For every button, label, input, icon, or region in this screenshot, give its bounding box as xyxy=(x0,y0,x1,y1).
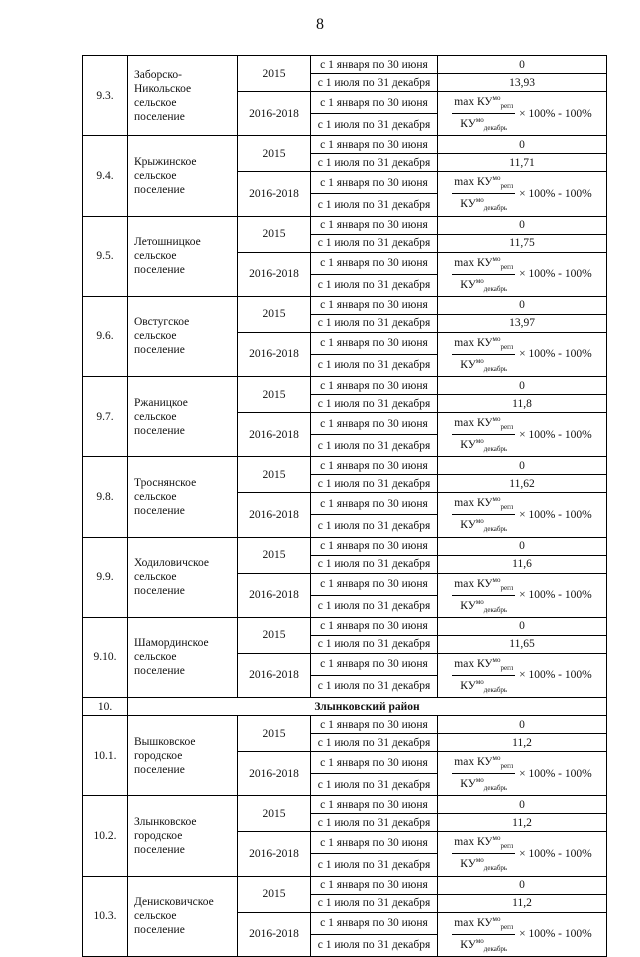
formula-den-sup: мо xyxy=(475,356,484,365)
settlement-name-line: поселение xyxy=(134,264,185,277)
settlement-name-line: Вышковское xyxy=(134,735,196,748)
year-cell: 2015 xyxy=(238,796,311,832)
district-row xyxy=(83,698,607,716)
settlement-name-line: поселение xyxy=(134,183,185,196)
settlement-name xyxy=(128,876,238,956)
formula-numerator xyxy=(452,913,515,935)
formula-rest: × 100% - 100% xyxy=(519,187,592,200)
settlement-name-line: Заборско- xyxy=(134,68,182,81)
period-second-half: с 1 июля по 31 декабря xyxy=(311,435,438,457)
formula-sup: мо xyxy=(492,754,501,762)
formula-sub-bottom: декабрь xyxy=(483,124,508,133)
year-range-cell: 2016-2018 xyxy=(238,92,311,136)
settlement-name-line: сельское xyxy=(134,96,177,109)
formula-den-sup: мо xyxy=(475,856,484,865)
year-cell: 2015 xyxy=(238,457,311,493)
value-first-half: 0 xyxy=(438,457,607,475)
year-range-cell: 2016-2018 xyxy=(238,413,311,457)
tariff-formula xyxy=(438,832,607,876)
table-row xyxy=(83,796,607,814)
formula-denominator xyxy=(452,515,515,536)
value-second-half: 11,2 xyxy=(438,734,607,752)
tariff-formula xyxy=(438,332,607,376)
period-second-half: с 1 июля по 31 декабря xyxy=(311,555,438,573)
formula-rest: × 100% - 100% xyxy=(519,928,592,941)
row-number: 9.8. xyxy=(83,457,128,537)
period-first-half: с 1 января по 30 июня xyxy=(311,876,438,894)
formula-sub-top: регл xyxy=(500,423,514,432)
formula-sup: мо xyxy=(492,254,501,263)
period-second-half: с 1 июля по 31 декабря xyxy=(311,934,438,956)
settlement-name-line: Шамординское xyxy=(134,637,209,650)
settlement-name-line: Овстугское xyxy=(134,316,190,329)
formula-sub-bottom: декабрь xyxy=(483,686,508,694)
settlement-name xyxy=(128,216,238,296)
period-second-half: с 1 июля по 31 декабря xyxy=(311,114,438,136)
tariff-formula xyxy=(438,493,607,537)
period-second-half: с 1 июля по 31 декабря xyxy=(311,234,438,252)
period-first-half: с 1 января по 30 июня xyxy=(311,752,438,774)
value-second-half: 11,71 xyxy=(438,154,607,172)
period-second-half: с 1 июля по 31 декабря xyxy=(311,515,438,537)
tariff-formula xyxy=(438,573,607,617)
formula-rest: × 100% - 100% xyxy=(519,268,592,281)
year-range-cell: 2016-2018 xyxy=(238,752,311,796)
value-first-half: 0 xyxy=(438,296,607,314)
table-row xyxy=(83,296,607,314)
year-range-cell: 2016-2018 xyxy=(238,832,311,876)
formula-denominator xyxy=(452,275,515,296)
period-second-half: с 1 июля по 31 декабря xyxy=(311,814,438,832)
formula-max-label: max КУ xyxy=(454,577,493,590)
formula-den-sup: мо xyxy=(475,776,484,785)
settlement-name xyxy=(128,296,238,376)
formula-fraction xyxy=(452,172,515,215)
row-number: 9.4. xyxy=(83,136,128,216)
formula-fraction xyxy=(452,574,515,617)
year-cell: 2015 xyxy=(238,296,311,332)
settlement-name xyxy=(128,716,238,796)
settlement-name-line: Троснянское xyxy=(134,476,197,489)
formula-fraction xyxy=(452,913,515,956)
settlement-name-line: поселение xyxy=(134,424,185,437)
settlement-name-line: поселение xyxy=(134,585,185,598)
year-cell: 2015 xyxy=(238,377,311,413)
formula-den-sup: мо xyxy=(475,116,484,125)
formula-fraction xyxy=(452,752,515,795)
formula-max-label: max КУ xyxy=(454,95,493,108)
formula-den-sup: мо xyxy=(475,517,484,526)
tariff-formula xyxy=(438,252,607,296)
formula-den-label: КУ xyxy=(460,777,476,790)
formula-sub-top: регл xyxy=(500,342,514,351)
formula-rest: × 100% - 100% xyxy=(519,107,592,120)
settlement-name xyxy=(128,56,238,136)
period-first-half: с 1 января по 30 июня xyxy=(311,252,438,274)
formula-denominator xyxy=(452,854,515,875)
formula-rest: × 100% - 100% xyxy=(519,508,592,521)
settlement-name-line: сельское xyxy=(134,330,177,343)
period-second-half: с 1 июля по 31 декабря xyxy=(311,194,438,216)
settlement-name xyxy=(128,617,238,697)
period-second-half: с 1 июля по 31 декабря xyxy=(311,354,438,376)
tariff-formula xyxy=(438,413,607,457)
value-second-half: 11,2 xyxy=(438,894,607,912)
formula-rest: × 100% - 100% xyxy=(519,669,592,682)
value-first-half: 0 xyxy=(438,796,607,814)
tariff-table xyxy=(82,55,607,957)
table-row xyxy=(83,876,607,894)
formula-numerator xyxy=(452,92,515,114)
formula-sup: мо xyxy=(492,174,501,183)
formula-den-sup: мо xyxy=(475,677,484,686)
period-second-half: с 1 июля по 31 декабря xyxy=(311,74,438,92)
formula-max-label: max КУ xyxy=(454,256,493,269)
formula-max-label: max КУ xyxy=(454,176,493,189)
formula-fraction xyxy=(452,333,515,376)
period-first-half: с 1 января по 30 июня xyxy=(311,716,438,734)
formula-sub-bottom: декабрь xyxy=(483,944,508,953)
formula-sup: мо xyxy=(492,415,501,423)
value-first-half: 0 xyxy=(438,56,607,74)
formula-sub-bottom: декабрь xyxy=(483,284,508,293)
formula-den-label: КУ xyxy=(460,438,476,451)
formula-sub-top: регл xyxy=(500,922,514,931)
table-row xyxy=(83,377,607,395)
value-second-half: 13,93 xyxy=(438,74,607,92)
page-number: 8 xyxy=(316,16,324,33)
tariff-formula xyxy=(438,92,607,136)
row-number: 9.9. xyxy=(83,537,128,617)
formula-sub-top: регл xyxy=(500,262,514,271)
period-first-half: с 1 января по 30 июня xyxy=(311,912,438,934)
period-first-half: с 1 января по 30 июня xyxy=(311,493,438,515)
year-cell: 2015 xyxy=(238,216,311,252)
formula-sub-bottom: декабрь xyxy=(483,204,508,213)
row-number: 9.10. xyxy=(83,617,128,697)
period-first-half: с 1 января по 30 июня xyxy=(311,332,438,354)
formula-fraction xyxy=(452,654,515,697)
settlement-name-line: Денисковичское xyxy=(134,896,214,909)
formula-numerator xyxy=(452,172,515,194)
formula-rest: × 100% - 100% xyxy=(519,589,592,602)
period-first-half: с 1 января по 30 июня xyxy=(311,136,438,154)
formula-sub-bottom: декабрь xyxy=(483,864,508,873)
period-second-half: с 1 июля по 31 декабря xyxy=(311,894,438,912)
formula-numerator xyxy=(452,333,515,355)
value-first-half: 0 xyxy=(438,617,607,635)
period-second-half: с 1 июля по 31 декабря xyxy=(311,774,438,796)
formula-max-label: max КУ xyxy=(454,416,493,429)
settlement-name-line: поселение xyxy=(134,843,185,856)
formula-sub-top: регл xyxy=(500,182,514,191)
district-number: 10. xyxy=(83,698,128,716)
year-range-cell: 2016-2018 xyxy=(238,252,311,296)
row-number: 10.2. xyxy=(83,796,128,876)
value-first-half: 0 xyxy=(438,136,607,154)
value-first-half: 0 xyxy=(438,716,607,734)
formula-numerator xyxy=(452,253,515,275)
settlement-name-line: поселение xyxy=(134,924,185,937)
formula-sub-bottom: декабрь xyxy=(483,525,508,534)
formula-den-label: КУ xyxy=(460,938,476,951)
period-second-half: с 1 июля по 31 декабря xyxy=(311,274,438,296)
period-second-half: с 1 июля по 31 декабря xyxy=(311,395,438,413)
value-second-half: 11,2 xyxy=(438,814,607,832)
table-row xyxy=(83,56,607,74)
formula-rest: × 100% - 100% xyxy=(519,428,592,441)
table-row xyxy=(83,537,607,555)
period-first-half: с 1 января по 30 июня xyxy=(311,832,438,854)
settlement-name-line: городское xyxy=(134,749,183,762)
formula-sub-top: регл xyxy=(500,102,514,111)
formula-fraction xyxy=(452,493,515,536)
formula-sub-top: регл xyxy=(500,842,514,851)
settlement-name-line: Ржаницкое xyxy=(134,396,188,409)
row-number: 9.6. xyxy=(83,296,128,376)
formula-sup: мо xyxy=(492,834,501,843)
tariff-formula xyxy=(438,912,607,956)
settlement-name-line: сельское xyxy=(134,169,177,182)
formula-fraction xyxy=(452,832,515,875)
formula-sub-top: регл xyxy=(500,663,514,672)
district-title: Злынковский район xyxy=(128,698,607,716)
value-second-half: 13,97 xyxy=(438,314,607,332)
table-row xyxy=(83,716,607,734)
formula-den-label: КУ xyxy=(460,198,476,211)
formula-denominator xyxy=(452,355,515,376)
settlement-name xyxy=(128,796,238,876)
period-first-half: с 1 января по 30 июня xyxy=(311,296,438,314)
formula-numerator xyxy=(452,413,515,435)
period-second-half: с 1 июля по 31 декабря xyxy=(311,475,438,493)
formula-sup: мо xyxy=(492,495,501,504)
formula-den-sup: мо xyxy=(475,437,484,446)
table-row xyxy=(83,617,607,635)
period-first-half: с 1 января по 30 июня xyxy=(311,537,438,555)
settlement-name-line: сельское xyxy=(134,490,177,503)
settlement-name-line: сельское xyxy=(134,651,177,664)
settlement-name-line: поселение xyxy=(134,344,185,357)
value-second-half: 11,65 xyxy=(438,635,607,653)
formula-denominator xyxy=(452,596,515,617)
settlement-name-line: сельское xyxy=(134,250,177,263)
period-first-half: с 1 января по 30 июня xyxy=(311,216,438,234)
formula-denominator xyxy=(452,114,515,135)
settlement-name-line: поселение xyxy=(134,504,185,517)
formula-denominator xyxy=(452,194,515,215)
value-second-half: 11,8 xyxy=(438,395,607,413)
formula-denominator xyxy=(452,435,515,456)
year-cell: 2015 xyxy=(238,136,311,172)
formula-sub-top: регл xyxy=(500,503,514,512)
period-first-half: с 1 января по 30 июня xyxy=(311,92,438,114)
formula-fraction xyxy=(452,413,515,456)
formula-den-label: КУ xyxy=(460,519,476,532)
year-range-cell: 2016-2018 xyxy=(238,912,311,956)
period-first-half: с 1 января по 30 июня xyxy=(311,653,438,675)
tariff-formula xyxy=(438,653,607,697)
settlement-name xyxy=(128,537,238,617)
formula-max-label: max КУ xyxy=(454,836,493,849)
formula-den-label: КУ xyxy=(460,858,476,871)
value-first-half: 0 xyxy=(438,537,607,555)
formula-sub-bottom: декабрь xyxy=(483,605,508,614)
tariff-table-body xyxy=(83,56,607,957)
settlement-name-line: Крыжинское xyxy=(134,155,197,168)
formula-numerator xyxy=(452,654,515,676)
year-range-cell: 2016-2018 xyxy=(238,172,311,216)
year-cell: 2015 xyxy=(238,537,311,573)
period-second-half: с 1 июля по 31 декабря xyxy=(311,734,438,752)
formula-numerator xyxy=(452,574,515,596)
formula-max-label: max КУ xyxy=(454,336,493,349)
formula-numerator xyxy=(452,832,515,854)
settlement-name-line: Злынковское xyxy=(134,815,197,828)
formula-den-sup: мо xyxy=(475,597,484,606)
formula-rest: × 100% - 100% xyxy=(519,847,592,860)
row-number: 10.1. xyxy=(83,716,128,796)
settlement-name xyxy=(128,136,238,216)
formula-sub-top: регл xyxy=(500,762,514,771)
formula-sup: мо xyxy=(492,575,501,584)
formula-den-label: КУ xyxy=(460,679,476,692)
period-second-half: с 1 июля по 31 декабря xyxy=(311,635,438,653)
period-first-half: с 1 января по 30 июня xyxy=(311,457,438,475)
period-first-half: с 1 января по 30 июня xyxy=(311,573,438,595)
formula-numerator xyxy=(452,752,515,774)
period-first-half: с 1 января по 30 июня xyxy=(311,377,438,395)
formula-max-label: max КУ xyxy=(454,657,493,670)
formula-den-sup: мо xyxy=(475,196,484,205)
settlement-name-line: поселение xyxy=(134,110,185,123)
tariff-formula xyxy=(438,752,607,796)
value-first-half: 0 xyxy=(438,216,607,234)
value-second-half: 11,62 xyxy=(438,475,607,493)
settlement-name-line: Ходиловичское xyxy=(134,557,209,570)
settlement-name-line: поселение xyxy=(134,665,185,678)
settlement-name-line: сельское xyxy=(134,410,177,423)
year-range-cell: 2016-2018 xyxy=(238,493,311,537)
row-number: 9.5. xyxy=(83,216,128,296)
formula-fraction xyxy=(452,92,515,135)
period-second-half: с 1 июля по 31 декабря xyxy=(311,314,438,332)
settlement-name-line: городское xyxy=(134,829,183,842)
period-second-half: с 1 июля по 31 декабря xyxy=(311,854,438,876)
formula-sup: мо xyxy=(492,334,501,343)
table-row xyxy=(83,216,607,234)
formula-sup: мо xyxy=(492,914,501,923)
period-second-half: с 1 июля по 31 декабря xyxy=(311,595,438,617)
formula-sub-bottom: декабрь xyxy=(483,365,508,373)
period-first-half: с 1 января по 30 июня xyxy=(311,617,438,635)
formula-den-label: КУ xyxy=(460,358,476,371)
formula-sub-top: регл xyxy=(500,583,514,592)
year-cell: 2015 xyxy=(238,617,311,653)
settlement-name-line: сельское xyxy=(134,910,177,923)
formula-max-label: max КУ xyxy=(454,755,493,768)
table-row xyxy=(83,457,607,475)
formula-den-sup: мо xyxy=(475,276,484,285)
year-cell: 2015 xyxy=(238,56,311,92)
formula-denominator xyxy=(452,774,515,795)
period-first-half: с 1 января по 30 июня xyxy=(311,796,438,814)
row-number: 9.3. xyxy=(83,56,128,136)
value-first-half: 0 xyxy=(438,377,607,395)
year-range-cell: 2016-2018 xyxy=(238,653,311,697)
formula-den-sup: мо xyxy=(475,936,484,945)
formula-denominator xyxy=(452,935,515,956)
period-second-half: с 1 июля по 31 декабря xyxy=(311,154,438,172)
formula-sub-bottom: декабрь xyxy=(483,445,508,454)
formula-den-label: КУ xyxy=(460,599,476,612)
year-cell: 2015 xyxy=(238,716,311,752)
formula-den-label: КУ xyxy=(460,117,476,130)
value-first-half: 0 xyxy=(438,876,607,894)
formula-max-label: max КУ xyxy=(454,497,493,510)
formula-max-label: max КУ xyxy=(454,916,493,929)
table-row xyxy=(83,136,607,154)
period-first-half: с 1 января по 30 июня xyxy=(311,172,438,194)
period-first-half: с 1 января по 30 июня xyxy=(311,56,438,74)
formula-fraction xyxy=(452,253,515,296)
year-range-cell: 2016-2018 xyxy=(238,573,311,617)
row-number: 10.3. xyxy=(83,876,128,956)
formula-sup: мо xyxy=(492,94,501,102)
formula-denominator xyxy=(452,676,515,697)
settlement-name-line: Никольское xyxy=(134,82,192,95)
formula-rest: × 100% - 100% xyxy=(519,348,592,361)
year-range-cell: 2016-2018 xyxy=(238,332,311,376)
settlement-name-line: поселение xyxy=(134,763,185,776)
formula-sup: мо xyxy=(492,655,501,664)
value-second-half: 11,75 xyxy=(438,234,607,252)
settlement-name-line: Летошницкое xyxy=(134,236,201,249)
formula-rest: × 100% - 100% xyxy=(519,767,592,780)
settlement-name xyxy=(128,377,238,457)
row-number: 9.7. xyxy=(83,377,128,457)
formula-numerator xyxy=(452,493,515,515)
tariff-formula xyxy=(438,172,607,216)
year-cell: 2015 xyxy=(238,876,311,912)
settlement-name xyxy=(128,457,238,537)
formula-sub-bottom: декабрь xyxy=(483,784,508,793)
value-second-half: 11,6 xyxy=(438,555,607,573)
period-first-half: с 1 января по 30 июня xyxy=(311,413,438,435)
period-second-half: с 1 июля по 31 декабря xyxy=(311,675,438,697)
settlement-name-line: сельское xyxy=(134,571,177,584)
formula-den-label: КУ xyxy=(460,278,476,291)
